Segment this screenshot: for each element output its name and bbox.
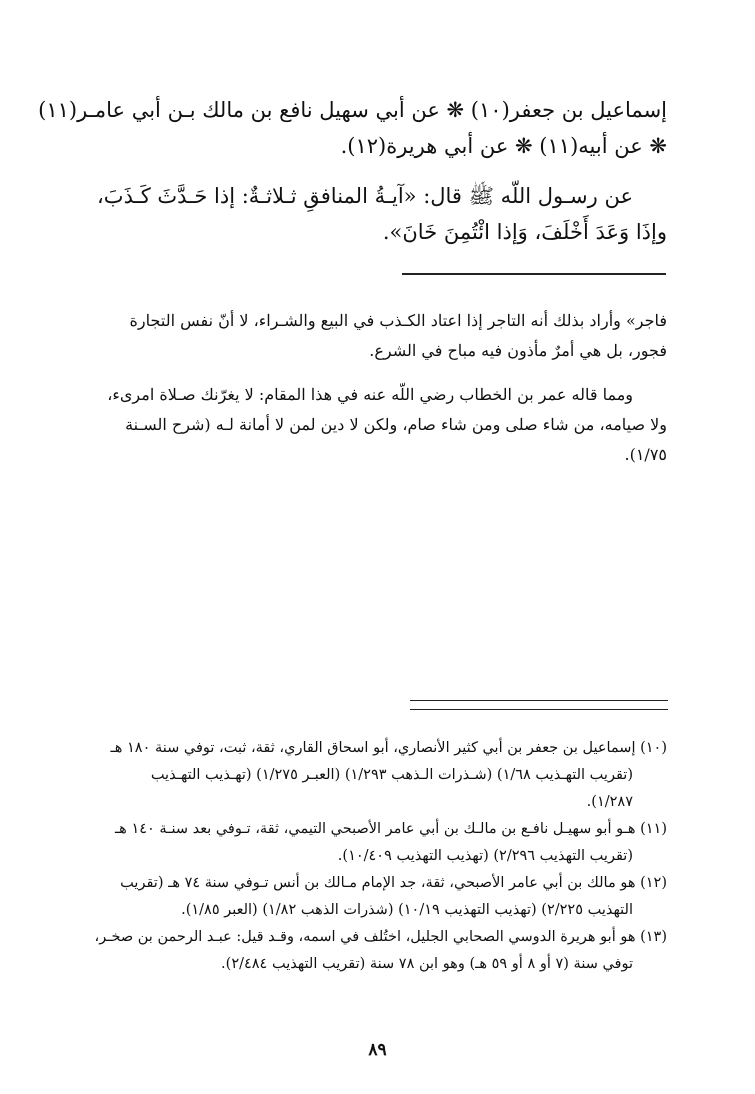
commentary-line: ١/٧٥). — [624, 445, 667, 464]
commentary-line: فجور، بل هي أمرٌ مأذون فيه مباح في الشرع. — [369, 341, 667, 360]
page-number: ٨٩ — [368, 1040, 387, 1060]
footnote-separator — [410, 700, 668, 718]
footnote-line: (١٣) هو أبو هريرة الدوسي الصحابي الجليل، اختُلف في اسمه، وقـد قيل: عبـد الرحمن بن صخـر، — [94, 929, 667, 945]
footnotes — [87, 735, 667, 978]
footnote-line: (تقريب التهـذيب ١/٦٨) (شـذرات الـذهب ١/٢٩٣) (العبـر ١/٢٧٥) (تهـذيب التهـذيب — [150, 767, 633, 783]
hadith-line: وإذَا وَعَدَ أَخْلَفَ، وَإذا ائْتُمِنَ خَانَ». — [382, 220, 667, 244]
footnote-line: (١١) هـو أبو سهيـل نافـع بن مالـك بن أبي عامر الأصبحي التيمي، ثقة، تـوفي بعد سنـة ١٤٠ هـ — [114, 821, 667, 837]
commentary — [87, 306, 667, 470]
hadith-line: عن رسـول اللّه ﷺ قال: «آيـةُ المنافقِ ثـلاثـةٌ: إذا حَـدَّثَ كَـذَبَ، — [97, 184, 633, 208]
footnote-line: توفي سنة (٧ أو ٨ أو ٥٩ هـ) وهو ابن ٧٨ سنة (تقريب التهذيب ٢/٤٨٤). — [221, 956, 633, 972]
commentary-separator — [402, 273, 666, 275]
footnote-line: ١/٢٨٧). — [586, 794, 633, 810]
isnad-line: ❋ عن أبيه(١١) ❋ عن أبي هريرة(١٢). — [340, 134, 667, 158]
footnote-line: (١٠) إسماعيل بن جعفر بن أبي كثير الأنصاري، أبو اسحاق القاري، ثقة، ثبت، توفي سنة ١٨٠ هـ — [110, 740, 667, 756]
commentary-line: ومما قاله عمر بن الخطاب رضي اللّه عنه في هذا المقام: لا يغرّنك صـلاة امرىء، — [107, 385, 633, 404]
commentary-line: ولا صيامه، من شاء صلى ومن شاء صام، ولكن لا دين لمن لا أمانة لـه (شرح السـنة — [125, 415, 667, 434]
commentary-line: فاجر» وأراد بذلك أنه التاجر إذا اعتاد الكـذب في البيع والشـراء، لا أنّ نفس التجارة — [129, 311, 667, 330]
footnote-line: التهذيب ٢/٢٢٥) (تهذيب التهذيب ١٠/١٩) (شذرات الذهب ١/٨٢) (العبر ١/٨٥). — [181, 902, 633, 918]
hadith-text — [87, 178, 667, 250]
footnote-line: (١٢) هو مالك بن أبي عامر الأصبحي، ثقة، جد الإمام مـالك بن أنس تـوفي سنة ٧٤ هـ (تقريب — [120, 875, 667, 891]
isnad-line: إسماعيل بن جعفر(١٠) ❋ عن أبي سهيل نافع بن مالك بـن أبي عامـر(١١) — [38, 98, 667, 122]
footnote-line: (تقريب التهذيب ٢/٢٩٦) (تهذيب التهذيب ١٠/٤٠٩). — [337, 848, 633, 864]
isnad-chain — [38, 92, 667, 164]
